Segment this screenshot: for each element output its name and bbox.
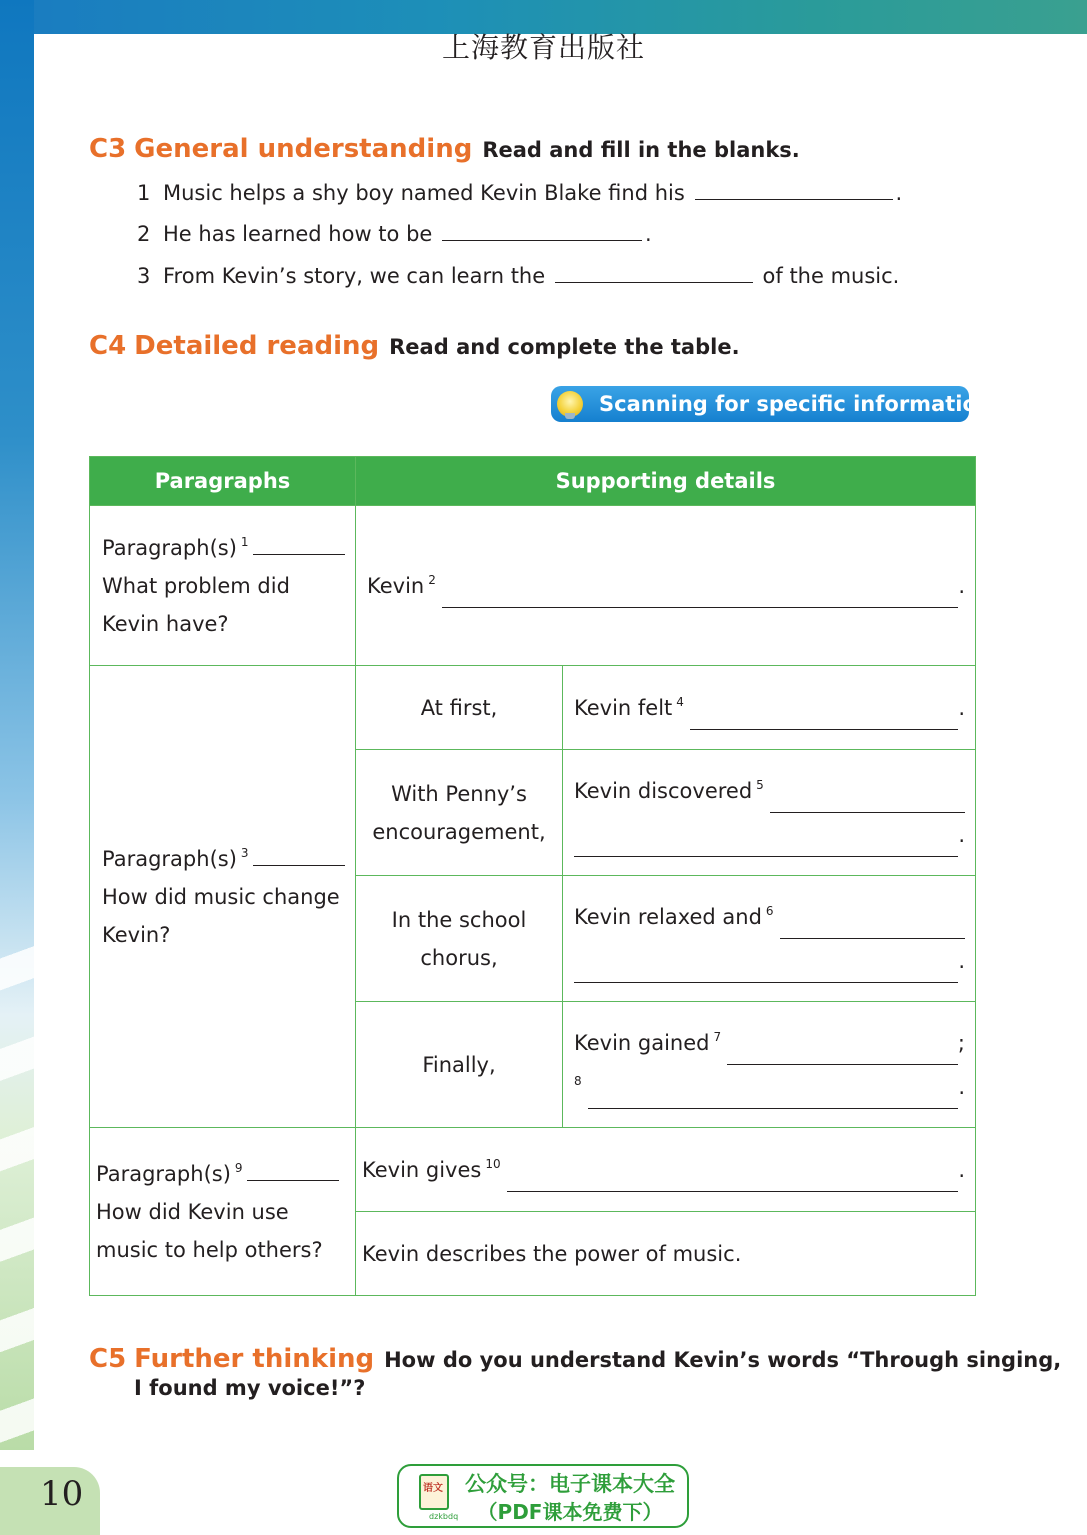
detail-line (574, 895, 965, 939)
watermark-line-2: （PDF课本免费下） (477, 1500, 663, 1524)
paragraph-label-line (102, 529, 355, 567)
blank-number: 9 (234, 1160, 243, 1175)
detail-text: Kevin felt (574, 695, 673, 720)
stage-cell (356, 750, 563, 876)
detail-line: Kevin gained $^7$ ; (574, 1021, 965, 1065)
c5-title: Further thinking (134, 1344, 375, 1374)
paragraph-label: Paragraph(s) (102, 846, 237, 871)
detail-line: Kevin felt $^4$ . (574, 686, 965, 730)
answer-blank[interactable] (588, 1084, 959, 1109)
c3-item-2 (137, 222, 652, 246)
c3-heading (89, 134, 800, 164)
blank-number: 7 (713, 1029, 722, 1044)
blank-number: 3 (240, 845, 249, 860)
publisher-name: 上海教育出版社 (441, 31, 645, 64)
c4-title: Detailed reading (134, 331, 380, 361)
item-number: 3 (137, 264, 151, 288)
detail-text: Kevin discovered (574, 778, 753, 803)
c3-instruction: Read and fill in the blanks. (482, 138, 800, 162)
page-number: 10 (40, 1474, 84, 1514)
item-number: 1 (137, 181, 151, 205)
detail-line: $^8$ . (574, 1065, 965, 1109)
detail-line (574, 769, 965, 813)
detail-cell (563, 876, 976, 1002)
answer-blank[interactable] (695, 181, 893, 200)
detail-text: Kevin (367, 573, 425, 598)
detail-text: Kevin gives (362, 1157, 482, 1182)
c3-title: General understanding (134, 134, 473, 164)
item-text: He has learned how to be (163, 222, 433, 246)
detail-line: . (574, 939, 965, 983)
detail-cell (563, 750, 976, 876)
header-paragraphs: Paragraphs (90, 457, 356, 506)
detail-cell (356, 1128, 976, 1212)
blank-number: 10 (485, 1156, 501, 1171)
header-supporting-details: Supporting details (356, 457, 976, 506)
detail-line: . (574, 813, 965, 857)
item-number: 2 (137, 222, 151, 246)
stage-label: With Penny’s (391, 781, 527, 806)
blank-number: 5 (756, 777, 764, 792)
table-row (90, 1128, 976, 1212)
answer-blank[interactable] (442, 222, 642, 241)
answer-blank[interactable] (247, 1162, 339, 1181)
detail-cell (563, 666, 976, 750)
paragraph-label-line (102, 840, 355, 878)
left-stripes-decoration (0, 900, 34, 1450)
answer-blank[interactable] (574, 832, 958, 857)
lightbulb-icon (557, 391, 583, 417)
detail-cell (356, 506, 976, 666)
answer-blank[interactable] (507, 1167, 959, 1192)
detail-text: Kevin describes the power of music. (362, 1241, 742, 1266)
question-line: music to help others? (96, 1237, 323, 1262)
c4-instruction: Read and complete the table. (389, 335, 740, 359)
tip-text: Scanning for specific information (599, 392, 992, 416)
answer-blank[interactable] (442, 583, 958, 608)
question-line: Kevin? (102, 922, 171, 947)
reading-table (89, 456, 976, 1296)
stage-label: In the school (391, 907, 527, 932)
blank-number: 2 (428, 572, 436, 587)
item-text-after: . (895, 181, 903, 205)
answer-blank[interactable] (555, 264, 753, 283)
icon-text: 语文 (423, 1483, 443, 1494)
answer-blank[interactable] (574, 958, 958, 983)
ebook-icon (413, 1472, 459, 1521)
question-line: How did music change (102, 884, 340, 909)
detail-line: Kevin $^2$ . (367, 564, 965, 608)
c3-item-1 (137, 181, 902, 205)
question-line: How did Kevin use (96, 1199, 289, 1224)
paragraph-label-line (96, 1155, 355, 1193)
table-row (90, 506, 976, 666)
paragraph-cell (90, 1128, 356, 1296)
stage-label: chorus, (420, 945, 498, 970)
watermark-badge (397, 1464, 689, 1528)
stage-cell (356, 876, 563, 1002)
c4-number: C4 (89, 331, 127, 361)
c4-heading (89, 331, 740, 361)
stage-cell (356, 1002, 563, 1128)
paragraph-label: Paragraph(s) (96, 1161, 231, 1186)
paragraph-cell (90, 506, 356, 666)
paragraph-cell (90, 666, 356, 1128)
detail-text: Kevin gained (574, 1030, 710, 1055)
answer-blank[interactable] (253, 847, 345, 866)
c5-question-line-1: How do you understand Kevin’s words “Through singing, (384, 1348, 1062, 1372)
answer-blank[interactable] (253, 536, 345, 555)
detail-text: Kevin relaxed and (574, 904, 762, 929)
table-row (90, 666, 976, 750)
c3-number: C3 (89, 134, 127, 164)
detail-cell (563, 1002, 976, 1128)
blank-number: 6 (765, 903, 774, 918)
item-text: From Kevin’s story, we can learn the (163, 264, 546, 288)
c5-question-line-2: I found my voice!”? (134, 1376, 366, 1400)
detail-line: Kevin gives $^{10}$ . (362, 1148, 965, 1192)
question-line: What problem did (102, 573, 290, 598)
blank-number: 1 (240, 534, 249, 549)
question-line: Kevin have? (102, 611, 229, 636)
item-text: Music helps a shy boy named Kevin Blake find his (163, 181, 685, 205)
watermark-line-1: 公众号：电子课本大全 (465, 1472, 675, 1496)
paragraph-label: Paragraph(s) (102, 535, 237, 560)
answer-blank[interactable] (770, 788, 965, 813)
item-text-after: . (645, 222, 652, 246)
answer-blank[interactable] (780, 914, 965, 939)
c5-heading (89, 1344, 1062, 1374)
blank-number: 4 (676, 694, 684, 709)
stage-label: encouragement, (372, 819, 546, 844)
icon-caption: dzkbdq (429, 1512, 459, 1521)
c5-number: C5 (89, 1344, 127, 1374)
answer-blank[interactable] (727, 1040, 958, 1065)
stage-label: Finally, (422, 1052, 496, 1077)
item-text-after: of the music. (762, 264, 900, 288)
c5-section (89, 1344, 1062, 1400)
stage-cell (356, 666, 563, 750)
stage-label: At first, (420, 695, 498, 720)
detail-cell (356, 1212, 976, 1296)
table-header-row (90, 457, 976, 506)
blank-number: 8 (574, 1073, 582, 1088)
answer-blank[interactable] (690, 705, 958, 730)
tip-banner (551, 386, 992, 422)
c3-item-3 (137, 264, 899, 288)
